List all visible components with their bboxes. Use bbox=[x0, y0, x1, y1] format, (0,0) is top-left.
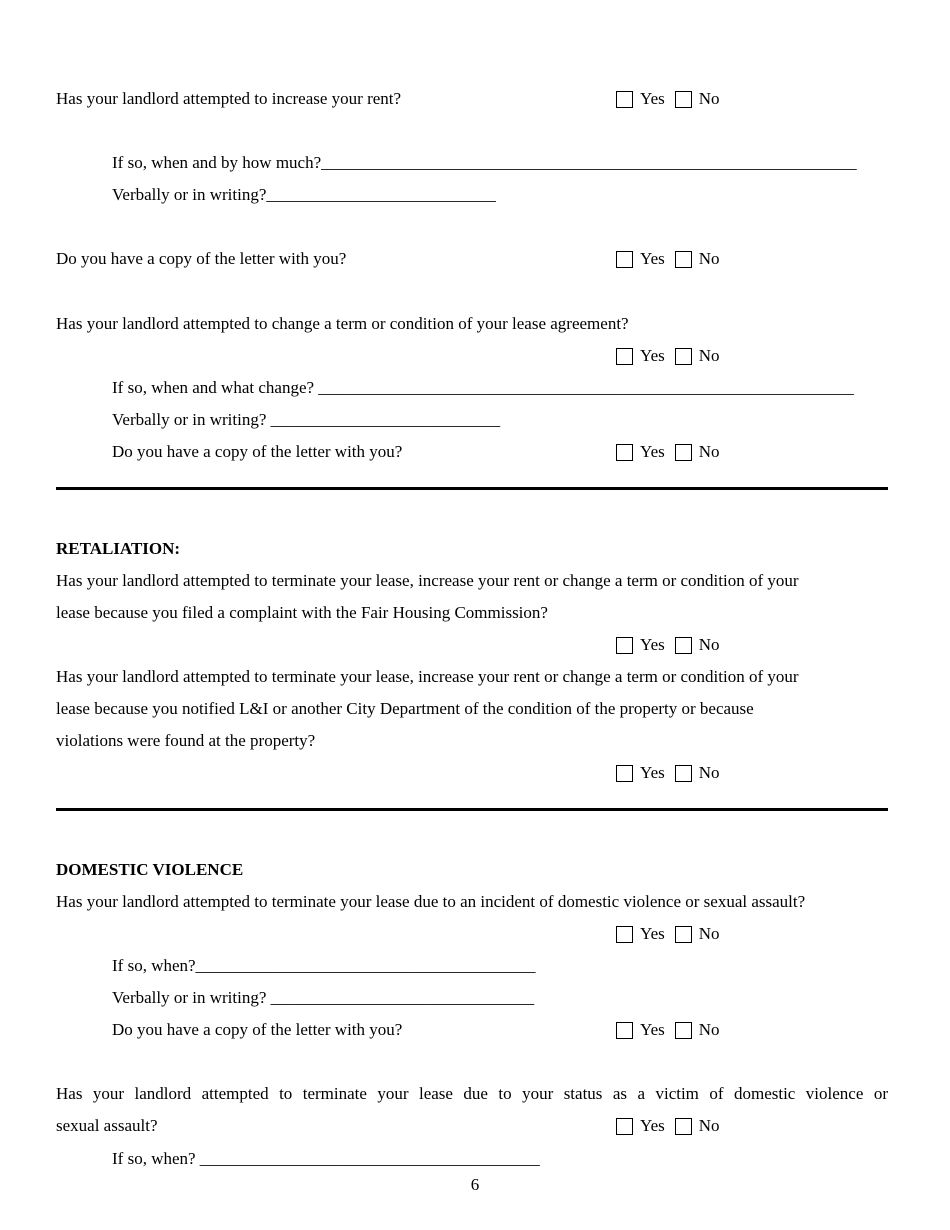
yes-label: Yes bbox=[640, 89, 665, 108]
yes-label: Yes bbox=[640, 924, 665, 943]
yes-checkbox[interactable] bbox=[616, 348, 633, 365]
lease-change-copy-question: Do you have a copy of the letter with you? bbox=[112, 442, 403, 461]
no-checkbox[interactable] bbox=[675, 1118, 692, 1135]
lease-change-when-field[interactable]: If so, when and what change? _______________________________________________________________ bbox=[112, 378, 854, 397]
section-divider bbox=[56, 808, 888, 811]
dv-q2-line2: sexual assault? bbox=[56, 1116, 158, 1135]
yes-label: Yes bbox=[640, 442, 665, 461]
page-number: 6 bbox=[470, 1175, 480, 1194]
no-label: No bbox=[698, 89, 720, 108]
yes-checkbox[interactable] bbox=[616, 1118, 633, 1135]
no-checkbox[interactable] bbox=[675, 926, 692, 943]
retaliation-heading: RETALIATION: bbox=[56, 539, 181, 558]
retaliation-q2-answer bbox=[616, 763, 720, 783]
no-checkbox[interactable] bbox=[675, 348, 692, 365]
rent-increase-answer bbox=[616, 89, 720, 109]
yes-label: Yes bbox=[640, 635, 665, 654]
no-checkbox[interactable] bbox=[675, 1022, 692, 1039]
no-checkbox[interactable] bbox=[675, 765, 692, 782]
lease-change-copy-answer bbox=[616, 442, 720, 462]
no-label: No bbox=[698, 249, 720, 268]
rent-increase-question: Has your landlord attempted to increase your rent? bbox=[56, 89, 402, 108]
yes-checkbox[interactable] bbox=[616, 444, 633, 461]
dv-when2-field[interactable]: If so, when? ________________________________________ bbox=[112, 1149, 540, 1168]
lease-change-question: Has your landlord attempted to change a term or condition of your lease agreement? bbox=[56, 314, 629, 333]
no-checkbox[interactable] bbox=[675, 251, 692, 268]
yes-checkbox[interactable] bbox=[616, 91, 633, 108]
no-label: No bbox=[698, 924, 720, 943]
rent-increase-copy-question: Do you have a copy of the letter with you? bbox=[56, 249, 347, 268]
dv-q2-answer bbox=[616, 1116, 720, 1136]
lease-change-verbally-field[interactable]: Verbally or in writing? ___________________________ bbox=[112, 410, 501, 429]
no-checkbox[interactable] bbox=[675, 91, 692, 108]
rent-increase-copy-answer bbox=[616, 249, 720, 269]
no-checkbox[interactable] bbox=[675, 444, 692, 461]
dv-when-field[interactable]: If so, when?________________________________________ bbox=[112, 956, 536, 975]
dv-copy-answer bbox=[616, 1020, 720, 1040]
yes-label: Yes bbox=[640, 249, 665, 268]
retaliation-q2-line1: Has your landlord attempted to terminate your lease, increase your rent or change a term or condition of your bbox=[56, 667, 799, 686]
no-label: No bbox=[698, 763, 720, 782]
no-label: No bbox=[698, 1116, 720, 1135]
yes-checkbox[interactable] bbox=[616, 251, 633, 268]
yes-checkbox[interactable] bbox=[616, 1022, 633, 1039]
retaliation-q2-line2: lease because you notified L&I or another City Department of the condition of the property or because bbox=[56, 699, 754, 718]
retaliation-q2-line3: violations were found at the property? bbox=[56, 731, 316, 750]
dv-q1: Has your landlord attempted to terminate your lease due to an incident of domestic violence or sexual assault? bbox=[56, 892, 806, 911]
yes-label: Yes bbox=[640, 1020, 665, 1039]
dv-copy-question: Do you have a copy of the letter with you? bbox=[112, 1020, 403, 1039]
no-label: No bbox=[698, 635, 720, 654]
retaliation-q1-answer bbox=[616, 635, 720, 655]
dv-q1-answer bbox=[616, 924, 720, 944]
yes-label: Yes bbox=[640, 763, 665, 782]
dv-q2-line1: Has your landlord attempted to terminate your lease due to your status as a victim of domestic violence or bbox=[56, 1084, 888, 1103]
retaliation-q1-line1: Has your landlord attempted to terminate your lease, increase your rent or change a term or condition of your bbox=[56, 571, 799, 590]
rent-increase-verbally-field[interactable]: Verbally or in writing?___________________________ bbox=[112, 185, 496, 204]
yes-checkbox[interactable] bbox=[616, 637, 633, 654]
yes-checkbox[interactable] bbox=[616, 926, 633, 943]
lease-change-answer bbox=[616, 346, 720, 366]
yes-checkbox[interactable] bbox=[616, 765, 633, 782]
no-label: No bbox=[698, 1020, 720, 1039]
yes-label: Yes bbox=[640, 1116, 665, 1135]
retaliation-q1-line2: lease because you filed a complaint with the Fair Housing Commission? bbox=[56, 603, 548, 622]
domestic-violence-heading: DOMESTIC VIOLENCE bbox=[56, 860, 244, 879]
section-divider bbox=[56, 487, 888, 490]
no-label: No bbox=[698, 346, 720, 365]
no-checkbox[interactable] bbox=[675, 637, 692, 654]
rent-increase-when-field[interactable]: If so, when and by how much?_______________________________________________________________ bbox=[112, 153, 857, 172]
no-label: No bbox=[698, 442, 720, 461]
yes-label: Yes bbox=[640, 346, 665, 365]
dv-verbally-field[interactable]: Verbally or in writing? _______________________________ bbox=[112, 988, 535, 1007]
